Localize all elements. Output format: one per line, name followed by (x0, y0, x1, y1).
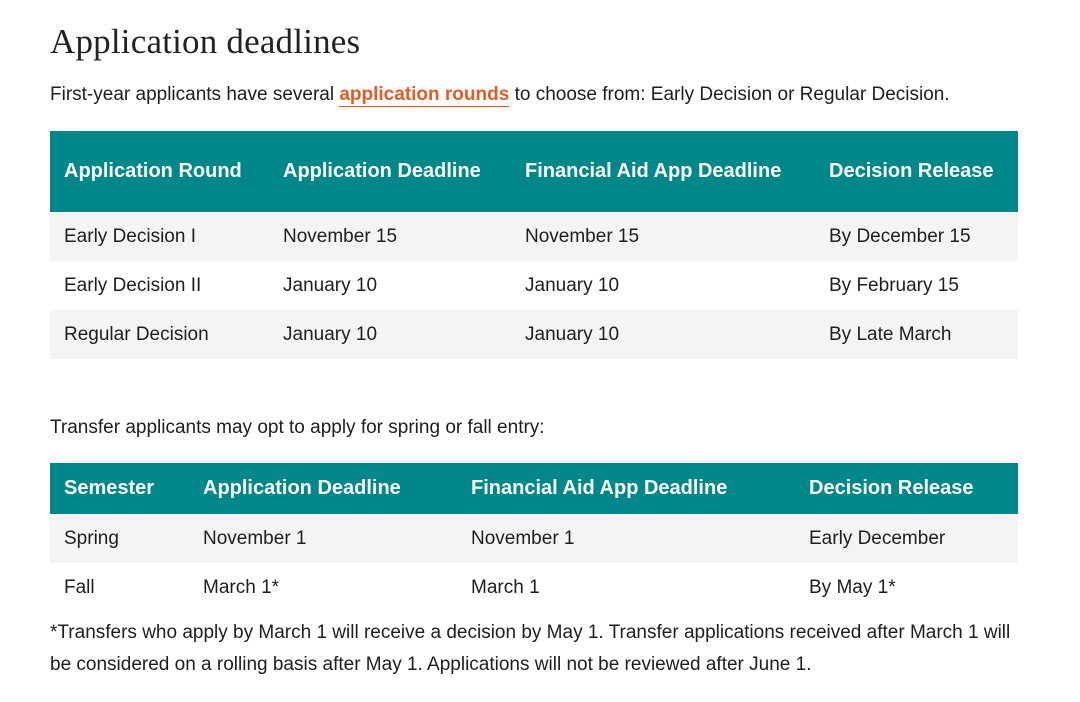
table-row (50, 310, 1018, 359)
cell-app-deadline: November 15 (269, 212, 511, 261)
cell-decision-release: By February 15 (815, 261, 1018, 310)
cell-decision-release: By May 1* (795, 563, 1018, 612)
cell-app-deadline: November 1 (189, 514, 457, 563)
first-year-deadlines-table (50, 131, 1018, 359)
table-header-row (50, 463, 1018, 514)
header-financial-aid-deadline: Financial Aid App Deadline (511, 131, 815, 212)
page-title: Application deadlines (50, 22, 361, 61)
table-row (50, 261, 1018, 310)
cell-round: Regular Decision (50, 310, 269, 359)
table-row (50, 563, 1018, 612)
cell-app-deadline: January 10 (269, 261, 511, 310)
header-application-deadline: Application Deadline (189, 463, 457, 514)
cell-app-deadline: January 10 (269, 310, 511, 359)
intro-text-before: First-year applicants have several (50, 84, 340, 105)
transfer-intro: Transfer applicants may opt to apply for spring or fall entry: (50, 417, 545, 438)
cell-aid-deadline: January 10 (511, 261, 815, 310)
header-decision-release: Decision Release (795, 463, 1018, 514)
header-semester: Semester (50, 463, 189, 514)
header-application-deadline: Application Deadline (269, 131, 511, 212)
cell-semester: Fall (50, 563, 189, 612)
cell-semester: Spring (50, 514, 189, 563)
transfer-deadlines-table (50, 463, 1018, 612)
header-financial-aid-deadline: Financial Aid App Deadline (457, 463, 795, 514)
cell-aid-deadline: January 10 (511, 310, 815, 359)
intro-text-after: to choose from: Early Decision or Regular Decision. (509, 84, 950, 105)
cell-decision-release: By Late March (815, 310, 1018, 359)
first-year-intro (50, 84, 950, 106)
cell-app-deadline: March 1* (189, 563, 457, 612)
cell-decision-release: By December 15 (815, 212, 1018, 261)
cell-round: Early Decision II (50, 261, 269, 310)
table-row (50, 212, 1018, 261)
cell-round: Early Decision I (50, 212, 269, 261)
cell-aid-deadline: November 15 (511, 212, 815, 261)
header-application-round: Application Round (50, 131, 269, 212)
table-row (50, 514, 1018, 563)
table-header-row (50, 131, 1018, 212)
header-decision-release: Decision Release (815, 131, 1018, 212)
cell-decision-release: Early December (795, 514, 1018, 563)
application-rounds-link[interactable]: application rounds (339, 84, 510, 105)
cell-aid-deadline: November 1 (457, 514, 795, 563)
transfer-footnote: *Transfers who apply by March 1 will receive a decision by May 1. Transfer applications received after March 1 will be considered on a rolling basis after May 1. Applications will not be reviewed after June 1. (50, 622, 1011, 675)
cell-aid-deadline: March 1 (457, 563, 795, 612)
